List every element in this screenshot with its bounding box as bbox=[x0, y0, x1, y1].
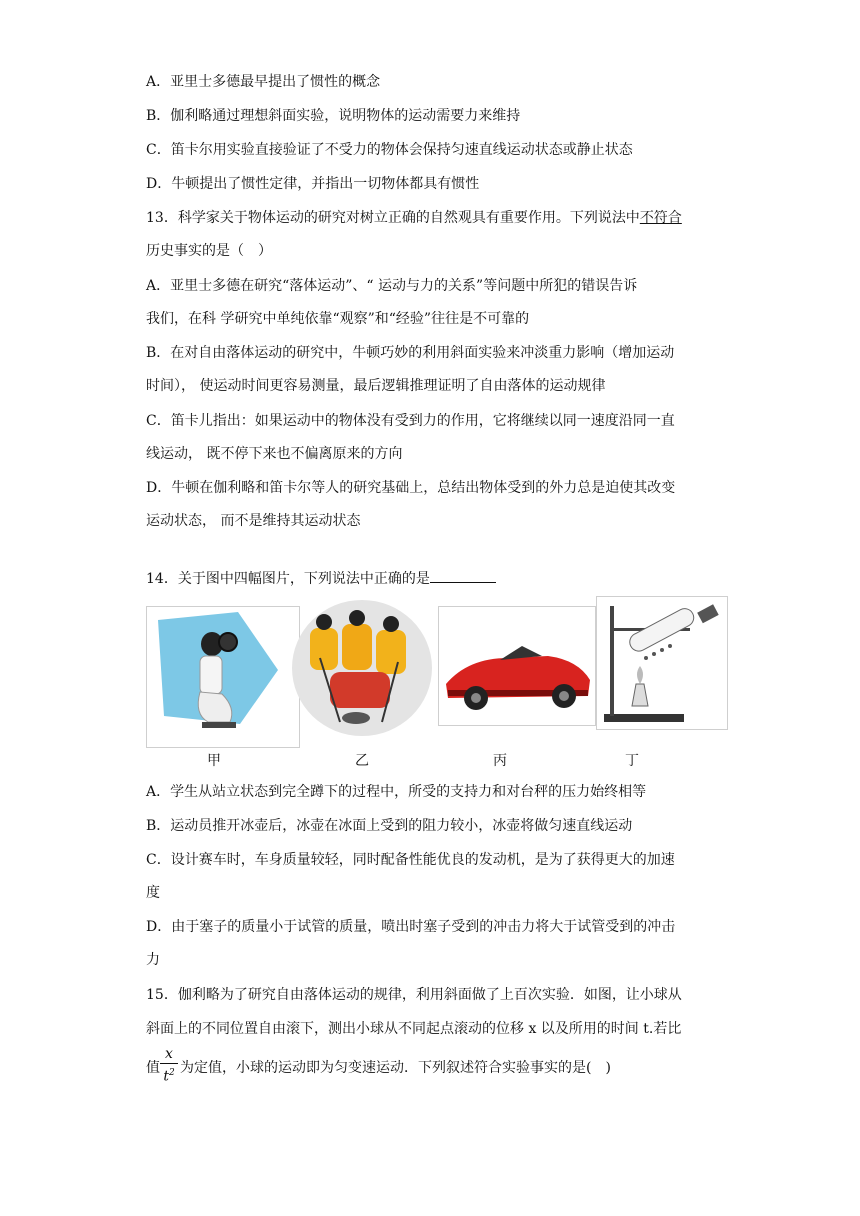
figure-jia-squatting-student bbox=[146, 606, 300, 748]
q14-option-line: A．学生从站立状态到完全蹲下的过程中，所受的支持力和对台秤的压力始终相等 bbox=[146, 784, 647, 800]
q13-option-line: B．在对自由落体运动的研究中，牛顿巧妙的利用斜面实验来冲淡重力影响（增加运动 bbox=[146, 345, 675, 361]
q13-stem-text: 13．科学家关于物体运动的研究对树立正确的自然观具有重要作用。下列说法中 bbox=[146, 210, 640, 226]
q14-stem bbox=[146, 568, 496, 589]
caption-bing: 丙 bbox=[493, 753, 507, 769]
q13-stem-line2: 历史事实的是（ ） bbox=[146, 243, 272, 259]
q13-option-line: A．亚里士多德在研究“落体运动”、“ 运动与力的关系”等问题中所犯的错误告诉 bbox=[146, 278, 638, 294]
q12-option-b: B．伽利略通过理想斜面实验，说明物体的运动需要力来维持 bbox=[146, 108, 521, 124]
q15-line2: 斜面上的不同位置自由滚下，测出小球从不同起点滚动的位移 x 以及所用的时间 t.若比 bbox=[146, 1021, 682, 1037]
fraction-denominator-exponent: 2 bbox=[168, 1068, 175, 1078]
q14-option-line: 力 bbox=[146, 952, 160, 968]
fraction-bar bbox=[160, 1063, 178, 1064]
q15-line3-prefix: 值 bbox=[146, 1060, 160, 1076]
fraction-denominator-base: t bbox=[163, 1068, 169, 1085]
q14-option-line: 度 bbox=[146, 885, 160, 901]
q13-option-line: 运动状态， 而不是维持其运动状态 bbox=[146, 513, 361, 529]
figure-ding-test-tube bbox=[596, 596, 728, 730]
q12-option-c: C．笛卡尔用实验直接验证了不受力的物体会保持匀速直线运动状态或静止状态 bbox=[146, 142, 633, 158]
q12-option-a: A．亚里士多德最早提出了惯性的概念 bbox=[146, 74, 381, 90]
q14-option-line: C．设计赛车时，车身质量较轻，同时配备性能优良的发动机，是为了获得更大的加速 bbox=[146, 852, 675, 868]
q15-line1: 15．伽利略为了研究自由落体运动的规律，利用斜面做了上百次实验．如图，让小球从 bbox=[146, 987, 682, 1003]
caption-jia: 甲 bbox=[207, 753, 221, 769]
figure-yi-curling bbox=[290, 598, 434, 738]
q13-option-line: 线运动， 既不停下来也不偏离原来的方向 bbox=[146, 446, 403, 462]
answer-blank bbox=[430, 568, 496, 583]
q14-stem-text: 14．关于图中四幅图片，下列说法中正确的是 bbox=[146, 571, 430, 587]
q12-option-d: D．牛顿提出了惯性定律，并指出一切物体都具有惯性 bbox=[146, 176, 480, 192]
q15-line3-suffix: 为定值，小球的运动即为匀变速运动．下列叙述符合实验事实的是( ) bbox=[180, 1060, 611, 1076]
q13-option-line: D．牛顿在伽利略和笛卡尔等人的研究基础上，总结出物体受到的外力总是迫使其改变 bbox=[146, 480, 676, 496]
fraction-numerator: x bbox=[165, 1046, 173, 1062]
ratio-fraction bbox=[160, 1046, 178, 1085]
q14-option-line: D．由于塞子的质量小于试管的质量，喷出时塞子受到的冲击力将大于试管受到的冲击 bbox=[146, 919, 676, 935]
figure-bing-race-car bbox=[438, 606, 596, 726]
q13-stem-underlined: 不符合 bbox=[639, 210, 682, 226]
q14-option-line: B．运动员推开冰壶后，冰壶在冰面上受到的阻力较小，冰壶将做匀速直线运动 bbox=[146, 818, 633, 834]
caption-ding: 丁 bbox=[625, 753, 639, 769]
caption-yi: 乙 bbox=[355, 753, 369, 769]
q13-option-line: 时间）， 使运动时间更容易测量，最后逻辑推理证明了自由落体的运动规律 bbox=[146, 378, 606, 394]
q13-option-line: 我们，在科 学研究中单纯依靠“观察”和“经验”往往是不可靠的 bbox=[146, 311, 530, 327]
q13-stem bbox=[146, 208, 682, 228]
q13-option-line: C．笛卡儿指出：如果运动中的物体没有受到力的作用，它将继续以同一速度沿同一直 bbox=[146, 413, 675, 429]
fraction-denominator bbox=[160, 1065, 178, 1085]
